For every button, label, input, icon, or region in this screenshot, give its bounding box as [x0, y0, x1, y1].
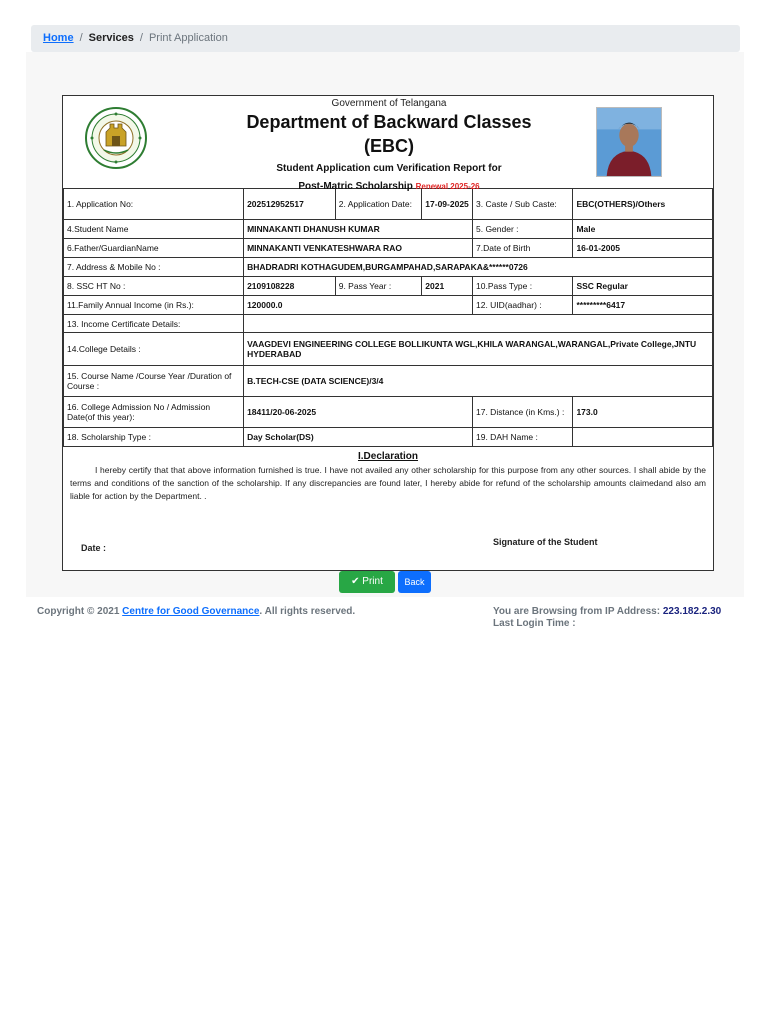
application-report — [62, 95, 714, 571]
check-icon: ✔ — [351, 576, 360, 587]
session-info — [493, 606, 721, 630]
table-row — [64, 258, 713, 277]
admission-label: 16. College Admission No / Admission Date(of this year): — [64, 397, 244, 428]
dah-name-value — [573, 428, 713, 447]
college-label: 14.College Details : — [64, 333, 244, 366]
uid-label: 12. UID(aadhar) : — [473, 296, 573, 315]
copyright-suffix: . All rights reserved. — [259, 606, 356, 617]
caste-value: EBC(OTHERS)/Others — [573, 189, 713, 220]
ip-address: 223.182.2.30 — [662, 606, 722, 617]
report-title-line1: Student Application cum Verification Report for — [276, 163, 502, 174]
ip-info — [493, 606, 721, 618]
application-date-label: 2. Application Date: — [335, 189, 422, 220]
income-value: 120000.0 — [244, 296, 473, 315]
report-scheme: Post-Matric Scholarship — [298, 181, 413, 192]
breadcrumb-separator: / — [139, 32, 143, 44]
breadcrumb-current: Print Application — [148, 32, 228, 44]
application-details-table — [63, 188, 713, 447]
dob-label: 7.Date of Birth — [473, 239, 573, 258]
income-label: 11.Family Annual Income (in Rs.): — [64, 296, 244, 315]
declaration-section — [63, 447, 713, 572]
last-login: Last Login Time : — [493, 618, 576, 629]
renewal-badge: Renewal 2025-26 — [415, 182, 480, 191]
income-certificate-label: 13. Income Certificate Details: — [64, 315, 244, 333]
student-name-value: MINNAKANTI DHANUSH KUMAR — [244, 220, 473, 239]
student-photo — [596, 107, 662, 177]
ssc-label: 8. SSC HT No : — [64, 277, 244, 296]
table-row — [64, 220, 713, 239]
course-value: B.TECH-CSE (DATA SCIENCE)/3/4 — [244, 366, 713, 397]
signature-label: Signature of the Student — [493, 537, 598, 547]
table-row — [64, 397, 713, 428]
distance-value: 173.0 — [573, 397, 713, 428]
back-button[interactable]: Back — [398, 571, 431, 593]
application-date-value: 17-09-2025 — [422, 189, 473, 220]
application-no-value: 202512952517 — [244, 189, 336, 220]
application-no-label: 1. Application No: — [64, 189, 244, 220]
student-name-label: 4.Student Name — [64, 220, 244, 239]
table-row — [64, 239, 713, 258]
government-name: Government of Telangana — [331, 98, 447, 109]
ssc-value: 2109108228 — [244, 277, 336, 296]
distance-label: 17. Distance (in Kms.) : — [473, 397, 573, 428]
scholarship-type-value: Day Scholar(DS) — [244, 428, 473, 447]
copyright — [37, 606, 355, 617]
address-label: 7. Address & Mobile No : — [64, 258, 244, 277]
pass-type-value: SSC Regular — [573, 277, 713, 296]
dob-value: 16-01-2005 — [573, 239, 713, 258]
uid-value: *********6417 — [573, 296, 713, 315]
department-subtitle: (EBC) — [364, 136, 414, 156]
table-row — [64, 366, 713, 397]
breadcrumb — [31, 25, 740, 52]
pass-type-label: 10.Pass Type : — [473, 277, 573, 296]
print-button[interactable] — [339, 571, 395, 593]
caste-label: 3. Caste / Sub Caste: — [473, 189, 573, 220]
gender-label: 5. Gender : — [473, 220, 573, 239]
table-row — [64, 428, 713, 447]
father-name-label: 6.Father/GuardianName — [64, 239, 244, 258]
print-button-label: Print — [362, 576, 383, 587]
college-value: VAAGDEVI ENGINEERING COLLEGE BOLLIKUNTA WGL,KHILA WARANGAL,WARANGAL,Private College,JNTU HYDERABAD — [244, 333, 713, 366]
table-row — [64, 333, 713, 366]
department-title: Department of Backward Classes — [246, 112, 532, 132]
breadcrumb-separator: / — [79, 32, 83, 44]
dah-name-label: 19. DAH Name : — [473, 428, 573, 447]
breadcrumb-home-link[interactable]: Home — [43, 32, 74, 44]
declaration-text: I hereby certify that that above information furnished is true. I have not availed any other scholarship for this purpose from any other sources. I shall abide by the terms and conditions of the sanction of the scholarship. If any discrepancies are found later, I hereby abide for refund of the scholarship amounts claimedand also am liable for action by the Department. . — [70, 465, 706, 501]
ip-prefix: You are Browsing from IP Address: — [493, 606, 663, 617]
admission-value: 18411/20-06-2025 — [244, 397, 473, 428]
table-row — [64, 315, 713, 333]
income-certificate-value — [244, 315, 713, 333]
breadcrumb-services: Services — [88, 32, 134, 44]
pass-year-label: 9. Pass Year : — [335, 277, 422, 296]
father-name-value: MINNAKANTI VENKATESHWARA RAO — [244, 239, 473, 258]
pass-year-value: 2021 — [422, 277, 473, 296]
address-value: BHADRADRI KOTHAGUDEM,BURGAMPAHAD,SARAPAKA&******0726 — [244, 258, 713, 277]
report-title-line2 — [63, 181, 715, 193]
declaration-title: I.Declaration — [357, 451, 419, 462]
table-row — [64, 277, 713, 296]
copyright-prefix: Copyright © 2021 — [37, 606, 123, 617]
gender-value: Male — [573, 220, 713, 239]
report-header — [63, 96, 713, 192]
scholarship-type-label: 18. Scholarship Type : — [64, 428, 244, 447]
table-row — [64, 296, 713, 315]
table-row — [64, 189, 713, 220]
course-label: 15. Course Name /Course Year /Duration of Course : — [64, 366, 244, 397]
cgg-link[interactable]: Centre for Good Governance — [122, 606, 260, 617]
date-label: Date : — [81, 543, 107, 553]
